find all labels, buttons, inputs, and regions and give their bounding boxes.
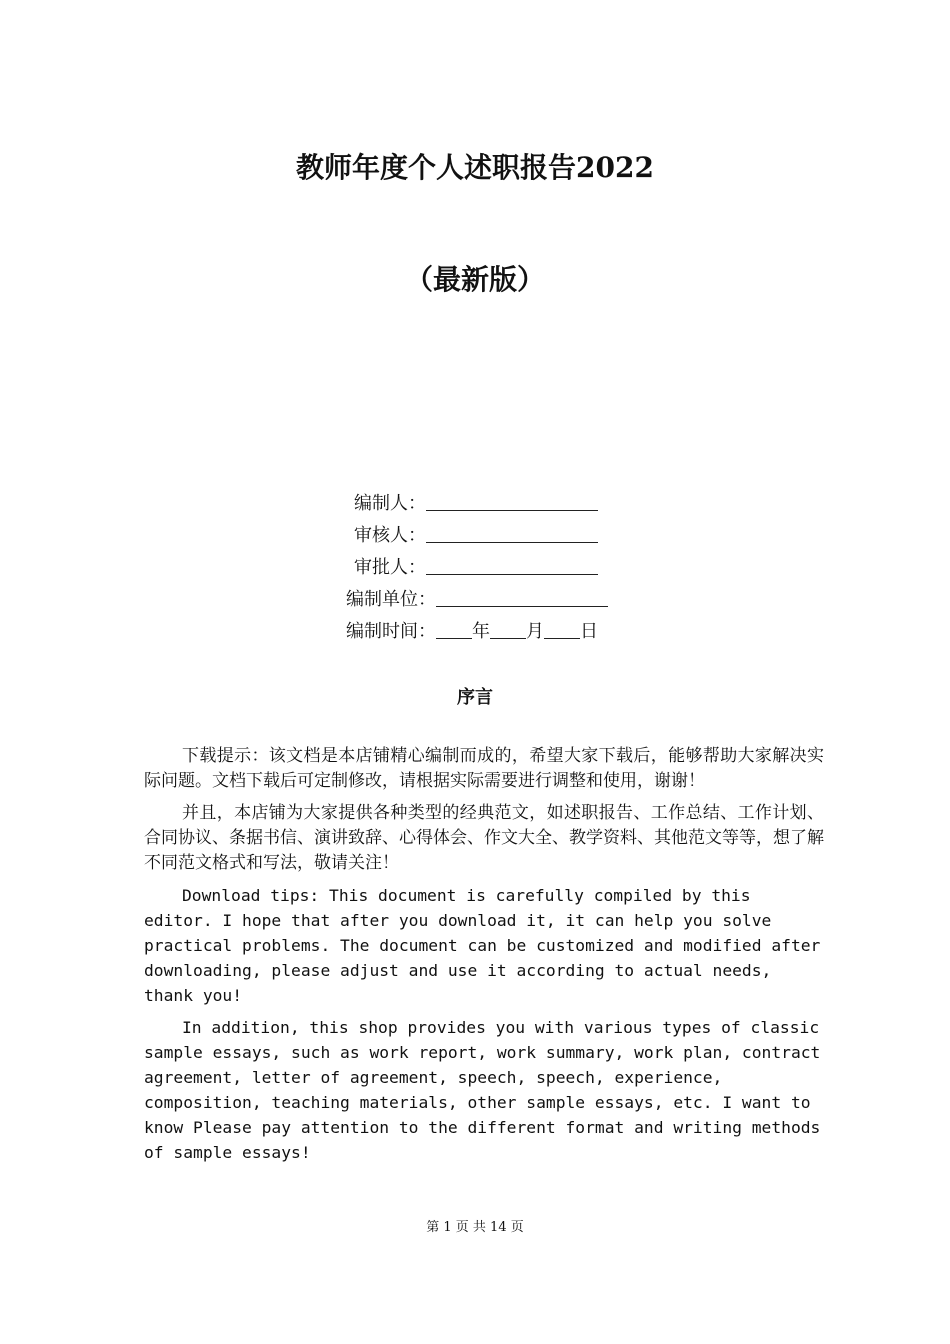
reviewer-label: 审核人：	[354, 525, 426, 546]
compiler-row	[330, 488, 650, 520]
approver-row	[330, 552, 650, 584]
compiler-blank	[426, 490, 598, 511]
month-blank	[490, 618, 526, 639]
year-label: 年	[472, 621, 490, 642]
preface-paragraph-cn-1: 下载提示：该文档是本店铺精心编制而成的，希望大家下载后，能够帮助大家解决实际问题。文档下载后可定制修改，请根据实际需要进行调整和使用，谢谢！	[144, 746, 824, 791]
preface-heading: 序言	[457, 687, 493, 708]
compiler-label: 编制人：	[354, 493, 426, 514]
preface-paragraph-en-2: In addition, this shop provides you with various types of classic sample essays, such as work report, work summary, work plan, contract agreement, letter of agreement, speech, speech, experience, composition, teaching materials, other sample essays, etc. I want to know Please pay attention to the different format and writing methods of sample essays!	[144, 1018, 821, 1162]
reviewer-blank	[426, 522, 598, 543]
document-subtitle: （最新版）	[404, 263, 545, 296]
approver-label: 审批人：	[354, 557, 426, 578]
year-blank	[436, 618, 472, 639]
month-label: 月	[526, 621, 544, 642]
unit-row	[330, 584, 650, 616]
page-footer: 第 1 页 共 14 页	[426, 1220, 524, 1235]
unit-blank	[436, 586, 608, 607]
approver-blank	[426, 554, 598, 575]
reviewer-row	[330, 520, 650, 552]
preface-body	[144, 744, 824, 1172]
time-row	[330, 616, 650, 648]
preface-paragraph-cn-2: 并且，本店铺为大家提供各种类型的经典范文，如述职报告、工作总结、工作计划、合同协议、条据书信、演讲致辞、心得体会、作文大全、教学资料、其他范文等等，想了解不同范文格式和写法，敬请关注！	[144, 803, 824, 873]
preface-paragraph-en-1: Download tips: This document is carefully compiled by this editor. I hope that after you download it, it can help you solve practical problems. The document can be customized and modified after downloading, please adjust and use it according to actual needs, thank you!	[144, 886, 821, 1005]
unit-label: 编制单位：	[346, 589, 436, 610]
time-label: 编制时间：	[346, 621, 436, 642]
document-title: 教师年度个人述职报告2022	[296, 151, 654, 184]
signoff-block	[330, 488, 650, 648]
day-label: 日	[580, 621, 598, 642]
day-blank	[544, 618, 580, 639]
